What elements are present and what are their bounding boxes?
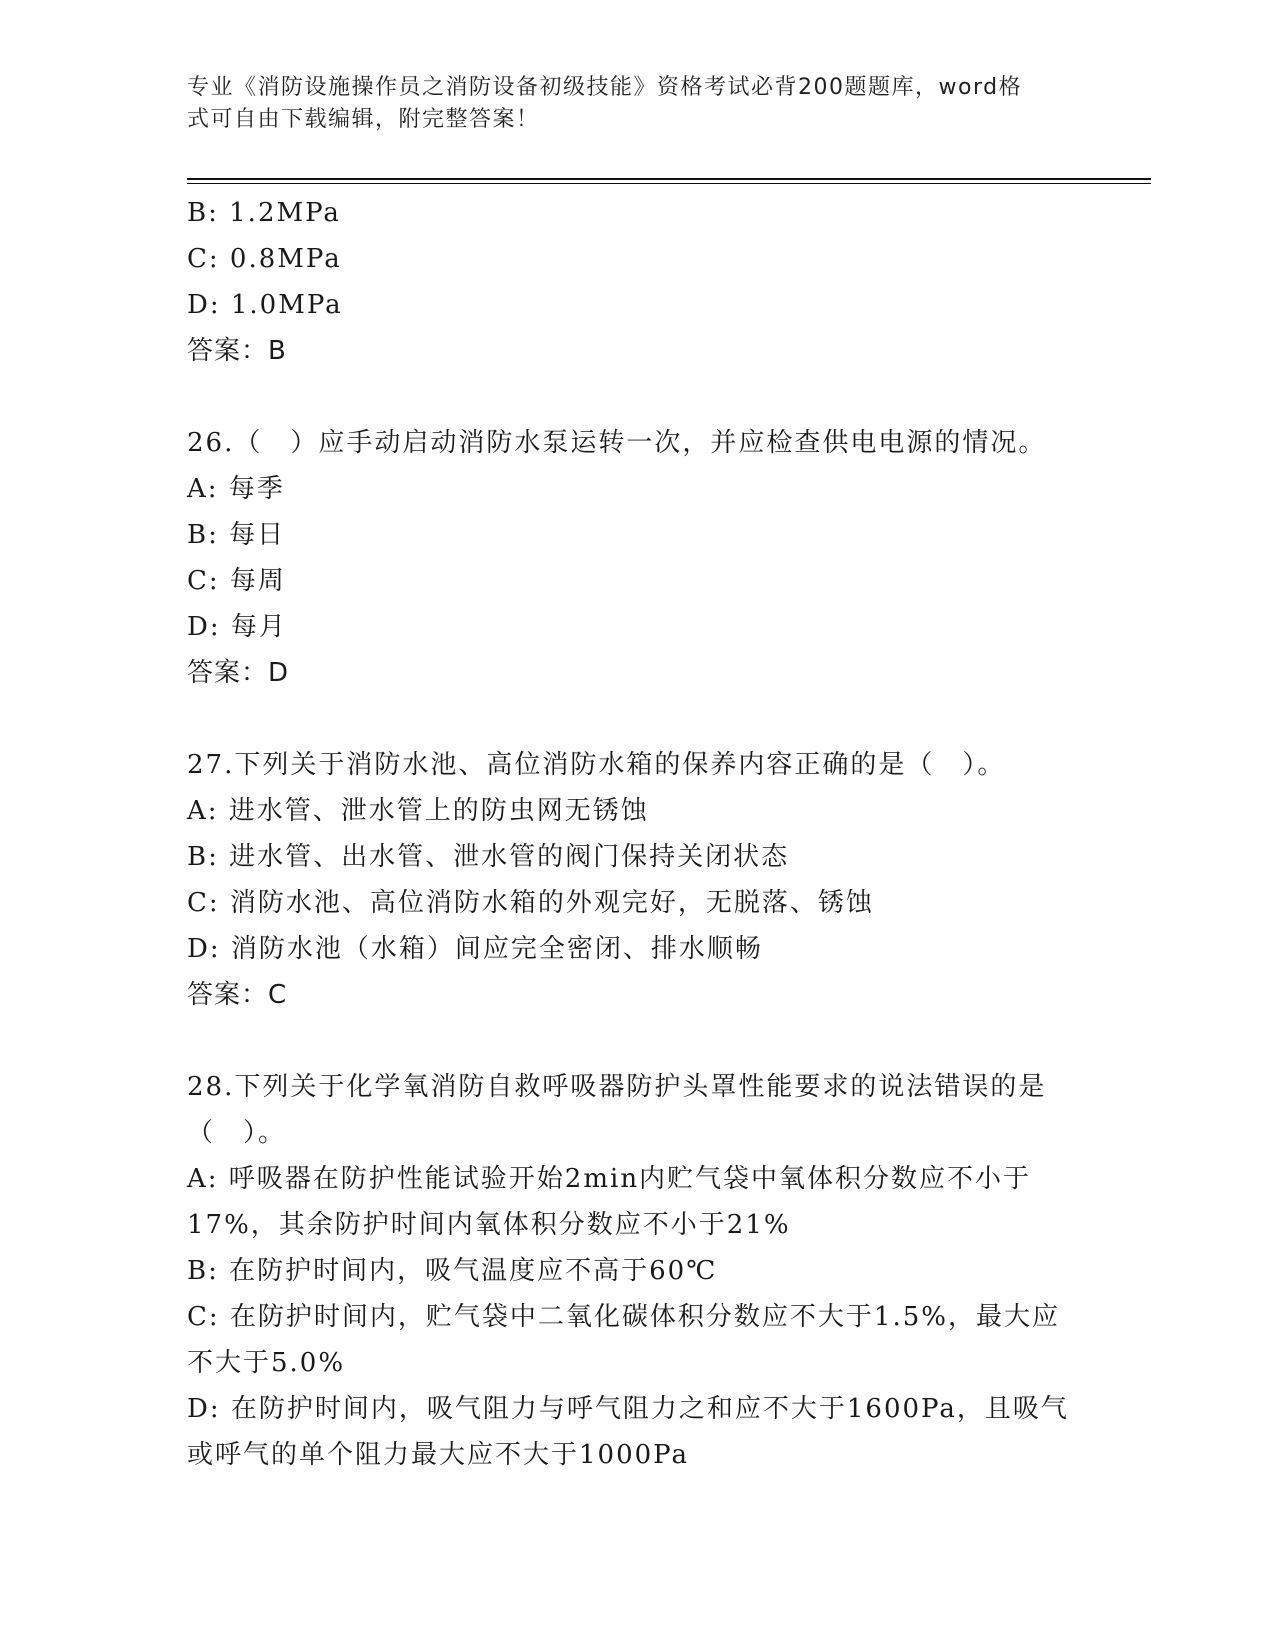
- option-d: D: 消防水池（水箱）间应完全密闭、排水顺畅: [187, 934, 763, 964]
- option-b: B: 1.2MPa: [187, 198, 341, 228]
- option-a: A: 每季: [187, 474, 285, 504]
- question-26: [187, 420, 1087, 696]
- answer-label: 答案：B: [187, 336, 287, 366]
- answer-label: 答案：D: [187, 658, 290, 688]
- question-stem: 28.下列关于化学氧消防自救呼吸器防护头罩性能要求的说法错误的是: [187, 1072, 1047, 1102]
- question-27: [187, 742, 1087, 1018]
- question-stem: 26.（ ）应手动启动消防水泵运转一次，并应检查供电电源的情况。: [187, 428, 1047, 458]
- option-d: D: 在防护时间内，吸气阻力与呼气阻力之和应不大于1600Pa，且吸气: [187, 1394, 1069, 1424]
- option-c: C: 每周: [187, 566, 286, 596]
- option-c: C: 在防护时间内，贮气袋中二氧化碳体积分数应不大于1.5%，最大应: [187, 1302, 1060, 1332]
- option-b: B: 每日: [187, 520, 286, 550]
- question-content: [187, 190, 1087, 1478]
- option-a: A: 进水管、泄水管上的防虫网无锈蚀: [187, 796, 649, 826]
- answer-label: 答案：C: [187, 980, 288, 1010]
- header-divider-thick: [187, 178, 1151, 180]
- option-a-continued: 17%，其余防护时间内氧体积分数应不小于21%: [187, 1210, 791, 1240]
- option-a: A: 呼吸器在防护性能试验开始2min内贮气袋中氧体积分数应不小于: [187, 1164, 1032, 1194]
- header-divider-thin: [187, 183, 1151, 184]
- option-d: D: 1.0MPa: [187, 290, 343, 320]
- document-header: [187, 72, 1067, 136]
- question-28: [187, 1064, 1087, 1478]
- header-line-1: 专业《消防设施操作员之消防设备初级技能》资格考试必背200题题库，word格: [187, 75, 1023, 100]
- option-b: B: 进水管、出水管、泄水管的阀门保持关闭状态: [187, 842, 790, 872]
- spacer: [187, 696, 1087, 742]
- question-25-tail: [187, 190, 1087, 374]
- option-d-continued: 或呼气的单个阻力最大应不大于1000Pa: [187, 1440, 689, 1470]
- option-d: D: 每月: [187, 612, 287, 642]
- option-b: B: 在防护时间内，吸气温度应不高于60℃: [187, 1256, 718, 1286]
- option-c: C: 消防水池、高位消防水箱的外观完好，无脱落、锈蚀: [187, 888, 874, 918]
- option-c: C: 0.8MPa: [187, 244, 342, 274]
- header-line-2: 式可自由下载编辑，附完整答案！: [187, 107, 540, 132]
- option-c-continued: 不大于5.0%: [187, 1348, 346, 1378]
- spacer: [187, 1018, 1087, 1064]
- spacer: [187, 374, 1087, 420]
- question-stem: 27.下列关于消防水池、高位消防水箱的保养内容正确的是（ ）。: [187, 750, 1006, 780]
- question-stem-continued: （ ）。: [187, 1118, 287, 1148]
